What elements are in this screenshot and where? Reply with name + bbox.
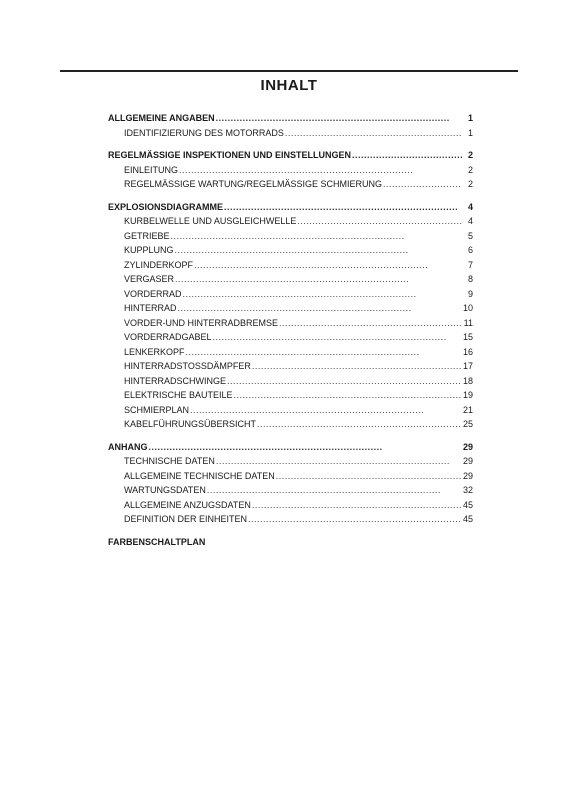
dot-leader [352, 148, 462, 163]
toc-page-number: 29 [462, 470, 473, 481]
dot-leader [224, 200, 462, 215]
toc-section [108, 111, 473, 126]
toc-entry [108, 287, 473, 302]
toc-page-number: 2 [467, 179, 473, 189]
dot-leader [207, 483, 462, 498]
toc-entry [108, 243, 473, 258]
dot-leader [297, 214, 462, 229]
toc-page-number: 1 [467, 113, 473, 123]
toc-page-number: 6 [467, 245, 473, 255]
toc-entry [108, 359, 473, 374]
toc-entry-label: VORDERRAD [124, 288, 182, 299]
toc-page-number: 1 [467, 127, 473, 138]
toc-entry-label: VORDER-UND HINTERRADBREMSE [124, 317, 279, 328]
toc-page-number: 11 [463, 317, 473, 328]
toc-entry-label: HINTERRAD [124, 303, 177, 313]
toc-entry-label: ALLGEMEINE ANZUGSDATEN [124, 499, 251, 510]
toc-entry [108, 345, 473, 360]
toc-page-number: 2 [467, 164, 473, 175]
toc-entry [108, 388, 473, 403]
toc-entry-label: VORDERRADGABEL [124, 332, 212, 342]
dot-leader [227, 374, 462, 389]
toc-page-number: 8 [467, 274, 473, 284]
dot-leader [216, 111, 462, 126]
toc-entry-label: EINLEITUNG [124, 164, 179, 175]
toc-entry-label: WARTUNGSDATEN [124, 485, 206, 495]
toc-section-label: REGELMÄSSIGE INSPEKTIONEN UND EINSTELLUNGEN [108, 150, 352, 160]
toc-entry [108, 214, 473, 229]
dot-leader [186, 345, 462, 360]
dot-leader [179, 163, 462, 178]
toc-entry [108, 272, 473, 287]
dot-leader [276, 469, 462, 484]
dot-leader [183, 287, 462, 302]
toc-footer-entry: FARBENSCHALTPLAN [108, 536, 206, 547]
toc-page-number: 4 [467, 201, 473, 212]
dot-leader [248, 512, 462, 527]
toc-entry-label: GETRIEBE [124, 230, 170, 241]
toc-page-number: 45 [462, 499, 473, 510]
toc-section [108, 440, 473, 455]
toc-entry [108, 498, 473, 513]
dot-leader [149, 440, 462, 455]
toc-section-label: ANHANG [108, 441, 148, 452]
toc-page-number: 7 [467, 259, 473, 270]
page-title: INHALT [260, 77, 318, 94]
dot-leader [234, 388, 462, 403]
dot-leader [252, 359, 462, 374]
toc-page-number: 10 [462, 303, 473, 313]
toc-entry-label: ZYLINDERKOPF [124, 259, 194, 270]
toc-section-label: ALLGEMEINE ANGABEN [108, 113, 215, 123]
toc-page-number: 15 [462, 332, 473, 342]
toc-entry [108, 483, 473, 498]
toc-page-number: 45 [462, 514, 473, 524]
toc-page-number: 19 [462, 390, 473, 400]
toc-page-number: 5 [467, 230, 473, 241]
toc-entry-label: HINTERRADSTOSSDÄMPFER [124, 361, 251, 371]
toc-entry-label: VERGASER [124, 274, 175, 284]
dot-leader [285, 126, 462, 141]
toc-entry-label: SCHMIERPLAN [124, 404, 190, 415]
toc-entry [108, 126, 473, 141]
toc-entry [108, 454, 473, 469]
toc-section [108, 148, 473, 163]
toc-entry-label: KABELFÜHRUNGSÜBERSICHT [124, 419, 257, 429]
toc-page-number: 4 [467, 216, 473, 226]
toc-entry [108, 403, 473, 418]
toc-entry [108, 469, 473, 484]
toc-entry [108, 163, 473, 178]
header-rule [60, 70, 518, 72]
toc-entry [108, 512, 473, 527]
dot-leader [383, 177, 462, 192]
dot-leader [252, 498, 462, 513]
dot-leader [213, 330, 462, 345]
toc-page-number: 29 [462, 441, 473, 452]
toc-section-label: EXPLOSIONSDIAGRAMME [108, 201, 224, 212]
toc-page-number: 25 [462, 419, 473, 429]
dot-leader [175, 272, 462, 287]
toc-entry [108, 316, 473, 331]
toc-entry [108, 374, 473, 389]
toc-entry-label: TECHNISCHE DATEN [124, 456, 215, 466]
dot-leader [178, 301, 462, 316]
toc-page-number: 16 [462, 346, 473, 357]
toc-entry [108, 258, 473, 273]
toc-entry-label: LENKERKOPF [124, 346, 185, 357]
table-of-contents [108, 111, 473, 549]
toc-entry-label: DEFINITION DER EINHEITEN [124, 514, 248, 524]
toc-entry [108, 301, 473, 316]
dot-leader [257, 417, 462, 432]
toc-page-number: 2 [467, 150, 473, 160]
dot-leader [175, 243, 462, 258]
toc-section [108, 200, 473, 215]
toc-entry [108, 177, 473, 192]
toc-entry-label: ALLGEMEINE TECHNISCHE DATEN [124, 470, 275, 481]
toc-page-number: 29 [462, 456, 473, 466]
toc-entry [108, 417, 473, 432]
toc-entry-label: KURBELWELLE UND AUSGLEICHWELLE [124, 216, 297, 226]
toc-entry [108, 330, 473, 345]
toc-entry-label: REGELMÄSSIGE WARTUNG/REGELMÄSSIGE SCHMIERUNG [124, 179, 383, 189]
toc-page-number: 21 [462, 404, 473, 415]
dot-leader [190, 403, 462, 418]
dot-leader [279, 316, 462, 331]
toc-entry-label: ELEKTRISCHE BAUTEILE [124, 390, 233, 400]
dot-leader [194, 258, 462, 273]
toc-entry-label: HINTERRADSCHWINGE [124, 375, 227, 386]
toc-entry-label: KUPPLUNG [124, 245, 174, 255]
toc-page-number: 17 [462, 361, 473, 371]
toc-page-number: 32 [462, 485, 473, 495]
toc-entry-label: IDENTIFIZIERUNG DES MOTORRADS [124, 127, 284, 138]
toc-page-number: 9 [467, 288, 473, 299]
dot-leader [171, 229, 462, 244]
toc-entry [108, 229, 473, 244]
toc-page-number: 18 [462, 375, 473, 386]
dot-leader [216, 454, 462, 469]
